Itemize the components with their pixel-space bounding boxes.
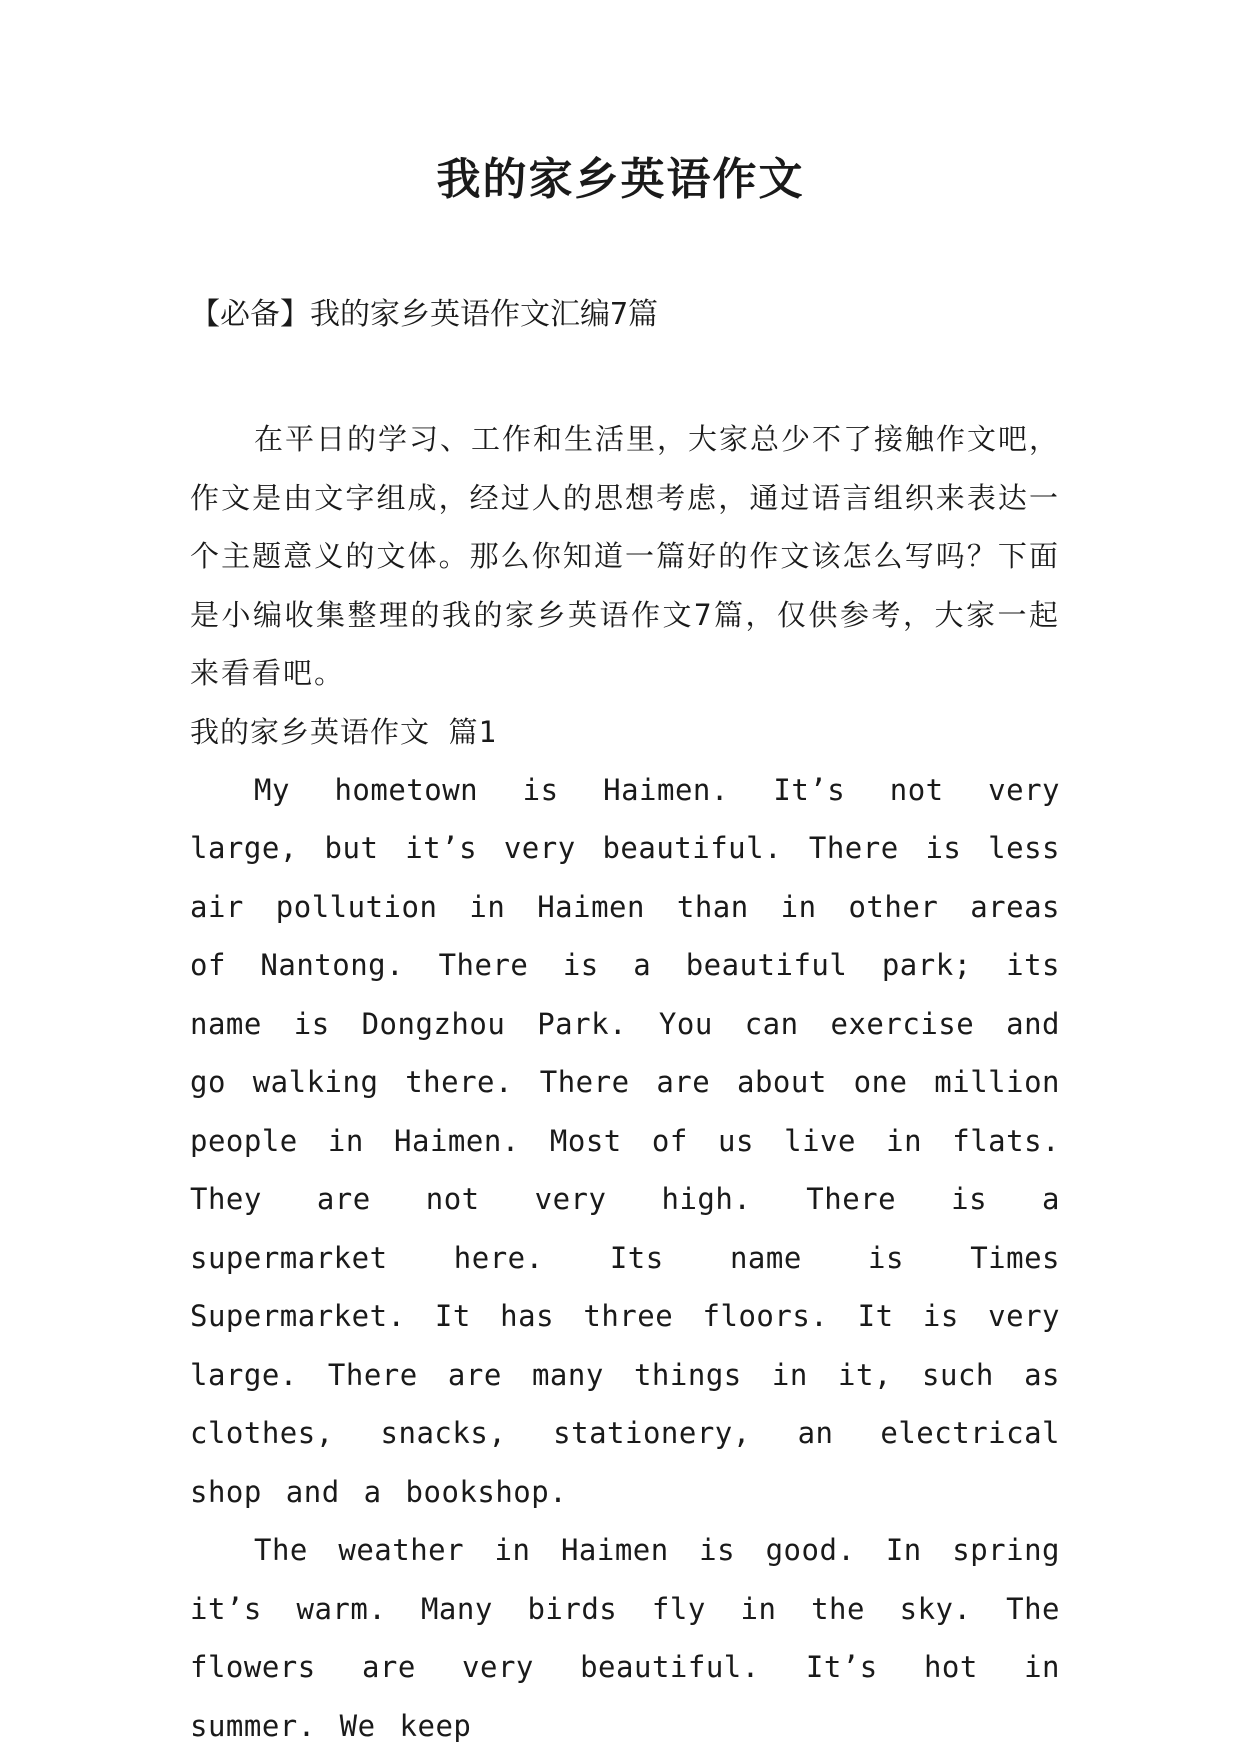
section-heading: 我的家乡英语作文 篇1 bbox=[190, 714, 497, 749]
document-title: 我的家乡英语作文 bbox=[436, 154, 805, 205]
document-subtitle: 【必备】我的家乡英语作文汇编7篇 bbox=[190, 297, 659, 332]
document-body bbox=[190, 410, 1060, 1755]
essay-paragraph-1: My hometown is Haimen. It’s not very large, but it’s very beautiful. There is less air pollution in Haimen than in other areas of Nantong. There is a beautiful park; its name is Dongzhou Park. You can exercise and go walking there. There are about one million people in Haimen. Most of us live in flats. They are not very high. There is a supermarket here. Its name is Times Supermarket. It has three floors. It is very large. There are many things in it, such as clothes, snacks, stationery, an electrical shop and a bookshop. bbox=[190, 772, 1060, 1509]
intro-paragraph: 在平日的学习、工作和生活里，大家总少不了接触作文吧，作文是由文字组成，经过人的思想考虑，通过语言组织来表达一个主题意义的文体。那么你知道一篇好的作文该怎么写吗？下面是小编收集整理的我的家乡英语作文7篇，仅供参考，大家一起来看看吧。 bbox=[190, 422, 1061, 690]
essay-paragraph-2: The weather in Haimen is good. In spring it’s warm. Many birds fly in the sky. The flowers are very beautiful. It’s hot in summer. We keep bbox=[190, 1533, 1060, 1743]
